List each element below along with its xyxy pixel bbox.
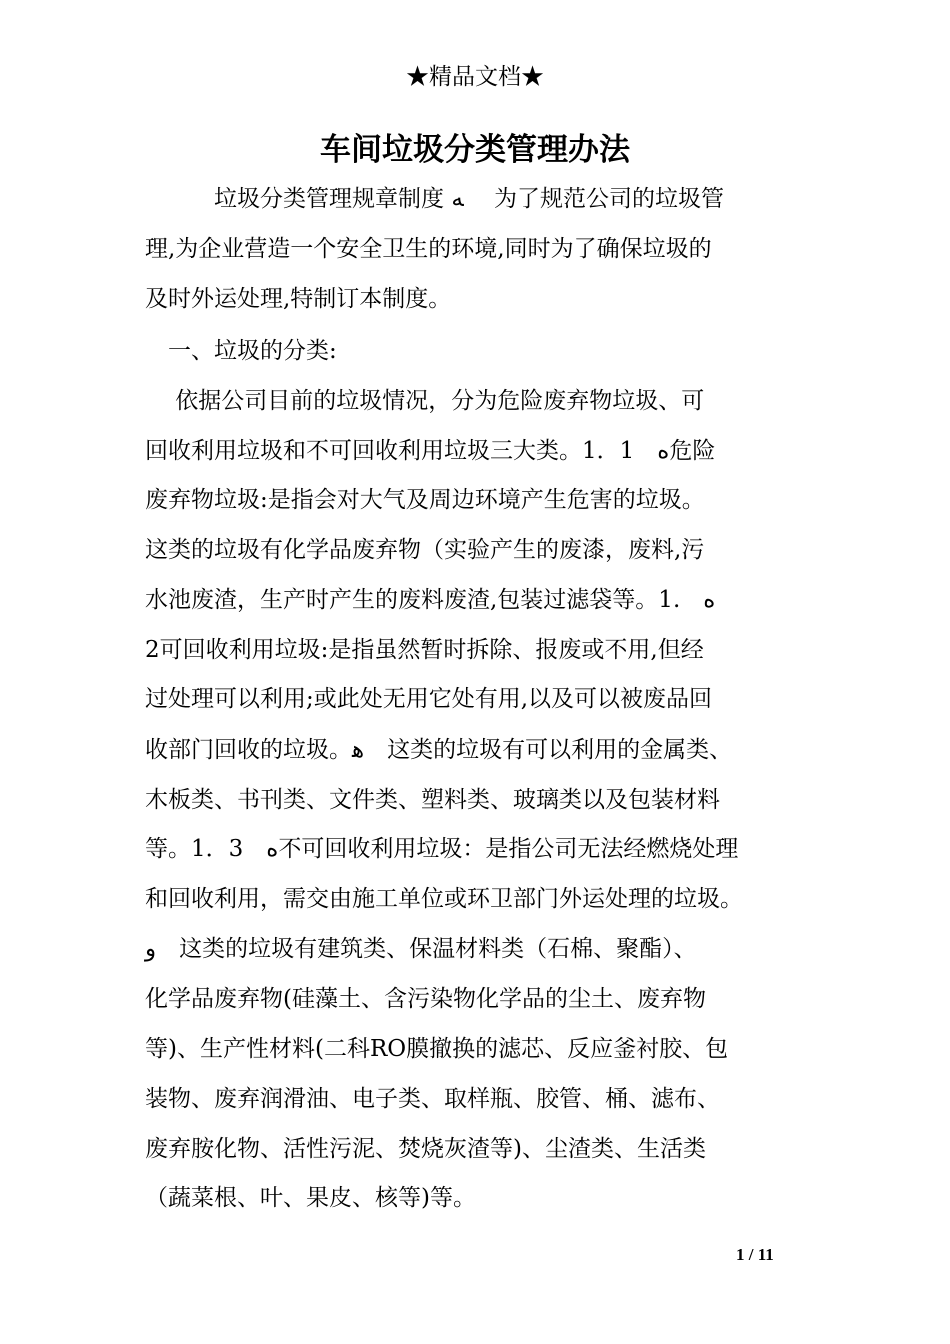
body-line: 过处理可以利用;或此处无用它处有用,以及可以被废品回	[145, 686, 713, 712]
body-line: （蔬菜根、叶、果皮、核等)等。	[145, 1185, 476, 1211]
body-line: 及时外运处理,特制订本制度。	[145, 286, 452, 312]
document-header-label: ★精品文档★	[406, 64, 544, 90]
body-line: 理,为企业营造一个安全卫生的环境,同时为了确保垃圾的	[145, 236, 712, 262]
page-number: 1 / 11	[736, 1245, 774, 1264]
body-line: 回收利用垃圾和不可回收利用垃圾三大类。1．1 ﻩ危险	[145, 438, 716, 464]
document-title: 车间垃圾分类管理办法	[320, 132, 630, 168]
body-line: 废弃物垃圾:是指会对大气及周边环境产生危害的垃圾。	[145, 487, 705, 513]
body-line: 废弃胺化物、活性污泥、焚烧灰渣等)、尘渣类、生活类	[145, 1136, 706, 1162]
body-line: 等)、生产性材料(二科RO膜撤换的滤芯、反应釜衬胶、包	[145, 1036, 729, 1062]
body-line: 水池废渣，生产时产生的废料废渣,包装过滤袋等。1. ﻩ	[145, 587, 716, 613]
body-line: 装物、废弃润滑油、电子类、取样瓶、胶管、桶、滤布、	[145, 1086, 720, 1112]
body-line: ﻭ 这类的垃圾有建筑类、保温材料类（石棉、聚酯）、	[145, 936, 697, 962]
body-line: 依据公司目前的垃圾情况，分为危险废弃物垃圾、可	[145, 388, 705, 414]
body-line: 2可回收利用垃圾:是指虽然暂时拆除、报废或不用,但经	[145, 637, 704, 663]
body-line: 化学品废弃物(硅藻土、含污染物化学品的尘土、废弃物	[145, 986, 706, 1012]
body-line: 收部门回收的垃圾。ﻫ 这类的垃圾有可以利用的金属类、	[145, 737, 733, 763]
body-line: 和回收利用，需交由施工单位或环卫部门外运处理的垃圾。	[145, 886, 743, 912]
body-line: 垃圾分类管理规章制度 ﻪ 为了规范公司的垃圾管	[145, 186, 724, 212]
body-line: 木板类、书刊类、文件类、塑料类、玻璃类以及包装材料	[145, 787, 720, 813]
section-heading: 一、垃圾的分类:	[145, 338, 337, 364]
body-line: 这类的垃圾有化学品废弃物（实验产生的废漆，废料,污	[145, 537, 705, 563]
body-line: 等。1．3 ﻩ不可回收利用垃圾：是指公司无法经燃烧处理	[145, 836, 739, 862]
